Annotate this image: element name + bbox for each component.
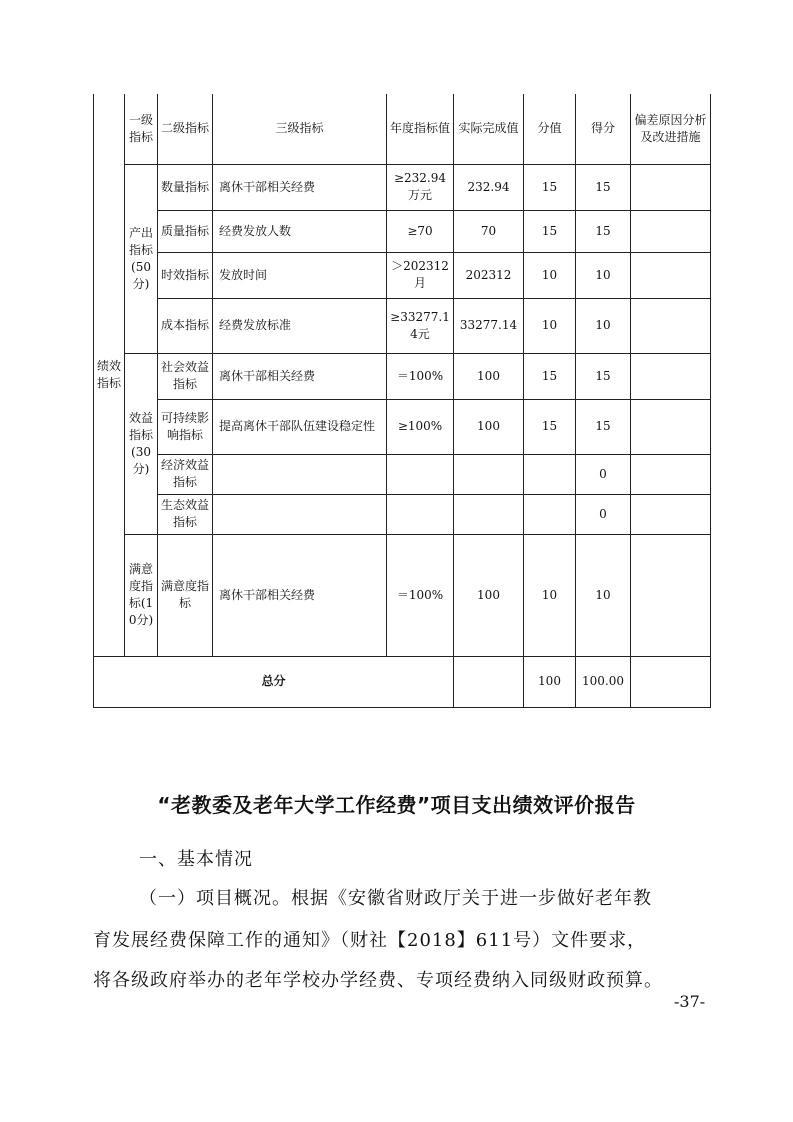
score-cell: 10 — [524, 252, 576, 298]
actual-cell: 100 — [454, 353, 524, 399]
paragraph-line-2: 育发展经费保障工作的通知》（财社【2018】611号）文件要求， — [93, 930, 647, 951]
obtained-cell: 10 — [576, 534, 631, 656]
score-cell: 15 — [524, 353, 576, 399]
table-row — [94, 210, 711, 252]
target-cell: ＝100% — [387, 353, 454, 399]
report-title: “老教委及老年大学工作经费”项目支出绩效评价报告 — [157, 793, 636, 817]
level3-cell: 提高离休干部队伍建设稳定性 — [213, 399, 387, 454]
deviation-cell — [631, 399, 711, 454]
level2-cell: 生态效益指标 — [158, 494, 213, 534]
obtained-cell: 15 — [576, 164, 631, 210]
level2-cell: 经济效益指标 — [158, 454, 213, 494]
score-cell — [524, 494, 576, 534]
table-row — [94, 164, 711, 210]
total-score: 100 — [524, 656, 576, 707]
deviation-cell — [631, 298, 711, 353]
level2-cell: 成本指标 — [158, 298, 213, 353]
header-deviation: 偏差原因分析及改进措施 — [631, 94, 711, 164]
header-obtained: 得分 — [576, 94, 631, 164]
target-cell: ≥100% — [387, 399, 454, 454]
deviation-cell — [631, 454, 711, 494]
actual-cell: 232.94 — [454, 164, 524, 210]
score-cell: 15 — [524, 164, 576, 210]
actual-cell: 70 — [454, 210, 524, 252]
deviation-cell — [631, 252, 711, 298]
table-row — [94, 534, 711, 656]
total-deviation — [631, 656, 711, 707]
level3-cell: 经费发放人数 — [213, 210, 387, 252]
deviation-cell — [631, 353, 711, 399]
paragraph-line-3: 将各级政府举办的老年学校办学经费、专项经费纳入同级财政预算。 — [93, 970, 663, 991]
table-row — [94, 252, 711, 298]
group-output: 产出指标(50分) — [125, 164, 158, 353]
actual-cell — [454, 494, 524, 534]
score-cell — [524, 454, 576, 494]
group-effect: 效益指标(30分) — [125, 353, 158, 534]
obtained-cell: 10 — [576, 298, 631, 353]
obtained-cell: 15 — [576, 353, 631, 399]
performance-indicator-label: 绩效指标 — [94, 94, 125, 656]
level2-cell: 可持续影响指标 — [158, 399, 213, 454]
level2-cell: 时效指标 — [158, 252, 213, 298]
score-cell: 15 — [524, 399, 576, 454]
actual-cell: 100 — [454, 534, 524, 656]
deviation-cell — [631, 494, 711, 534]
total-row — [94, 656, 711, 707]
target-cell: ＞202312月 — [387, 252, 454, 298]
page-number: -37- — [674, 992, 706, 1011]
target-cell — [387, 494, 454, 534]
level2-cell: 社会效益指标 — [158, 353, 213, 399]
obtained-cell: 0 — [576, 454, 631, 494]
paragraph-line-1: （一）项目概况。根据《安徽省财政厅关于进一步做好老年教 — [139, 888, 652, 909]
total-label: 总分 — [94, 656, 454, 707]
target-cell — [387, 454, 454, 494]
header-level1: 一级指标 — [125, 94, 158, 164]
target-cell: ≥70 — [387, 210, 454, 252]
target-cell: ≥232.94万元 — [387, 164, 454, 210]
actual-cell: 100 — [454, 399, 524, 454]
total-obtained: 100.00 — [576, 656, 631, 707]
header-actual-value: 实际完成值 — [454, 94, 524, 164]
deviation-cell — [631, 534, 711, 656]
deviation-cell — [631, 210, 711, 252]
header-level3: 三级指标 — [213, 94, 387, 164]
level3-cell: 经费发放标准 — [213, 298, 387, 353]
obtained-cell: 15 — [576, 210, 631, 252]
table-row — [94, 454, 711, 494]
header-annual-target: 年度指标值 — [387, 94, 454, 164]
level2-cell: 质量指标 — [158, 210, 213, 252]
actual-cell — [454, 454, 524, 494]
actual-cell: 202312 — [454, 252, 524, 298]
table-row — [94, 494, 711, 534]
deviation-cell — [631, 164, 711, 210]
target-cell: ＝100% — [387, 534, 454, 656]
obtained-cell: 0 — [576, 494, 631, 534]
target-cell: ≥33277.14元 — [387, 298, 454, 353]
score-cell: 10 — [524, 298, 576, 353]
level3-cell: 离休干部相关经费 — [213, 353, 387, 399]
header-score: 分值 — [524, 94, 576, 164]
table-row — [94, 353, 711, 399]
header-level2: 二级指标 — [158, 94, 213, 164]
table-row — [94, 298, 711, 353]
score-cell: 10 — [524, 534, 576, 656]
obtained-cell: 15 — [576, 399, 631, 454]
level3-cell — [213, 454, 387, 494]
actual-cell: 33277.14 — [454, 298, 524, 353]
level3-cell: 发放时间 — [213, 252, 387, 298]
level3-cell — [213, 494, 387, 534]
table-row — [94, 399, 711, 454]
group-satisfaction: 满意度指标(10分) — [125, 534, 158, 656]
total-empty-cell — [454, 656, 524, 707]
level3-cell: 离休干部相关经费 — [213, 164, 387, 210]
section-heading: 一、基本情况 — [139, 849, 253, 870]
level2-cell: 数量指标 — [158, 164, 213, 210]
obtained-cell: 10 — [576, 252, 631, 298]
performance-indicator-table — [93, 94, 711, 708]
level2-cell: 满意度指标 — [158, 534, 213, 656]
level3-cell: 离休干部相关经费 — [213, 534, 387, 656]
score-cell: 15 — [524, 210, 576, 252]
